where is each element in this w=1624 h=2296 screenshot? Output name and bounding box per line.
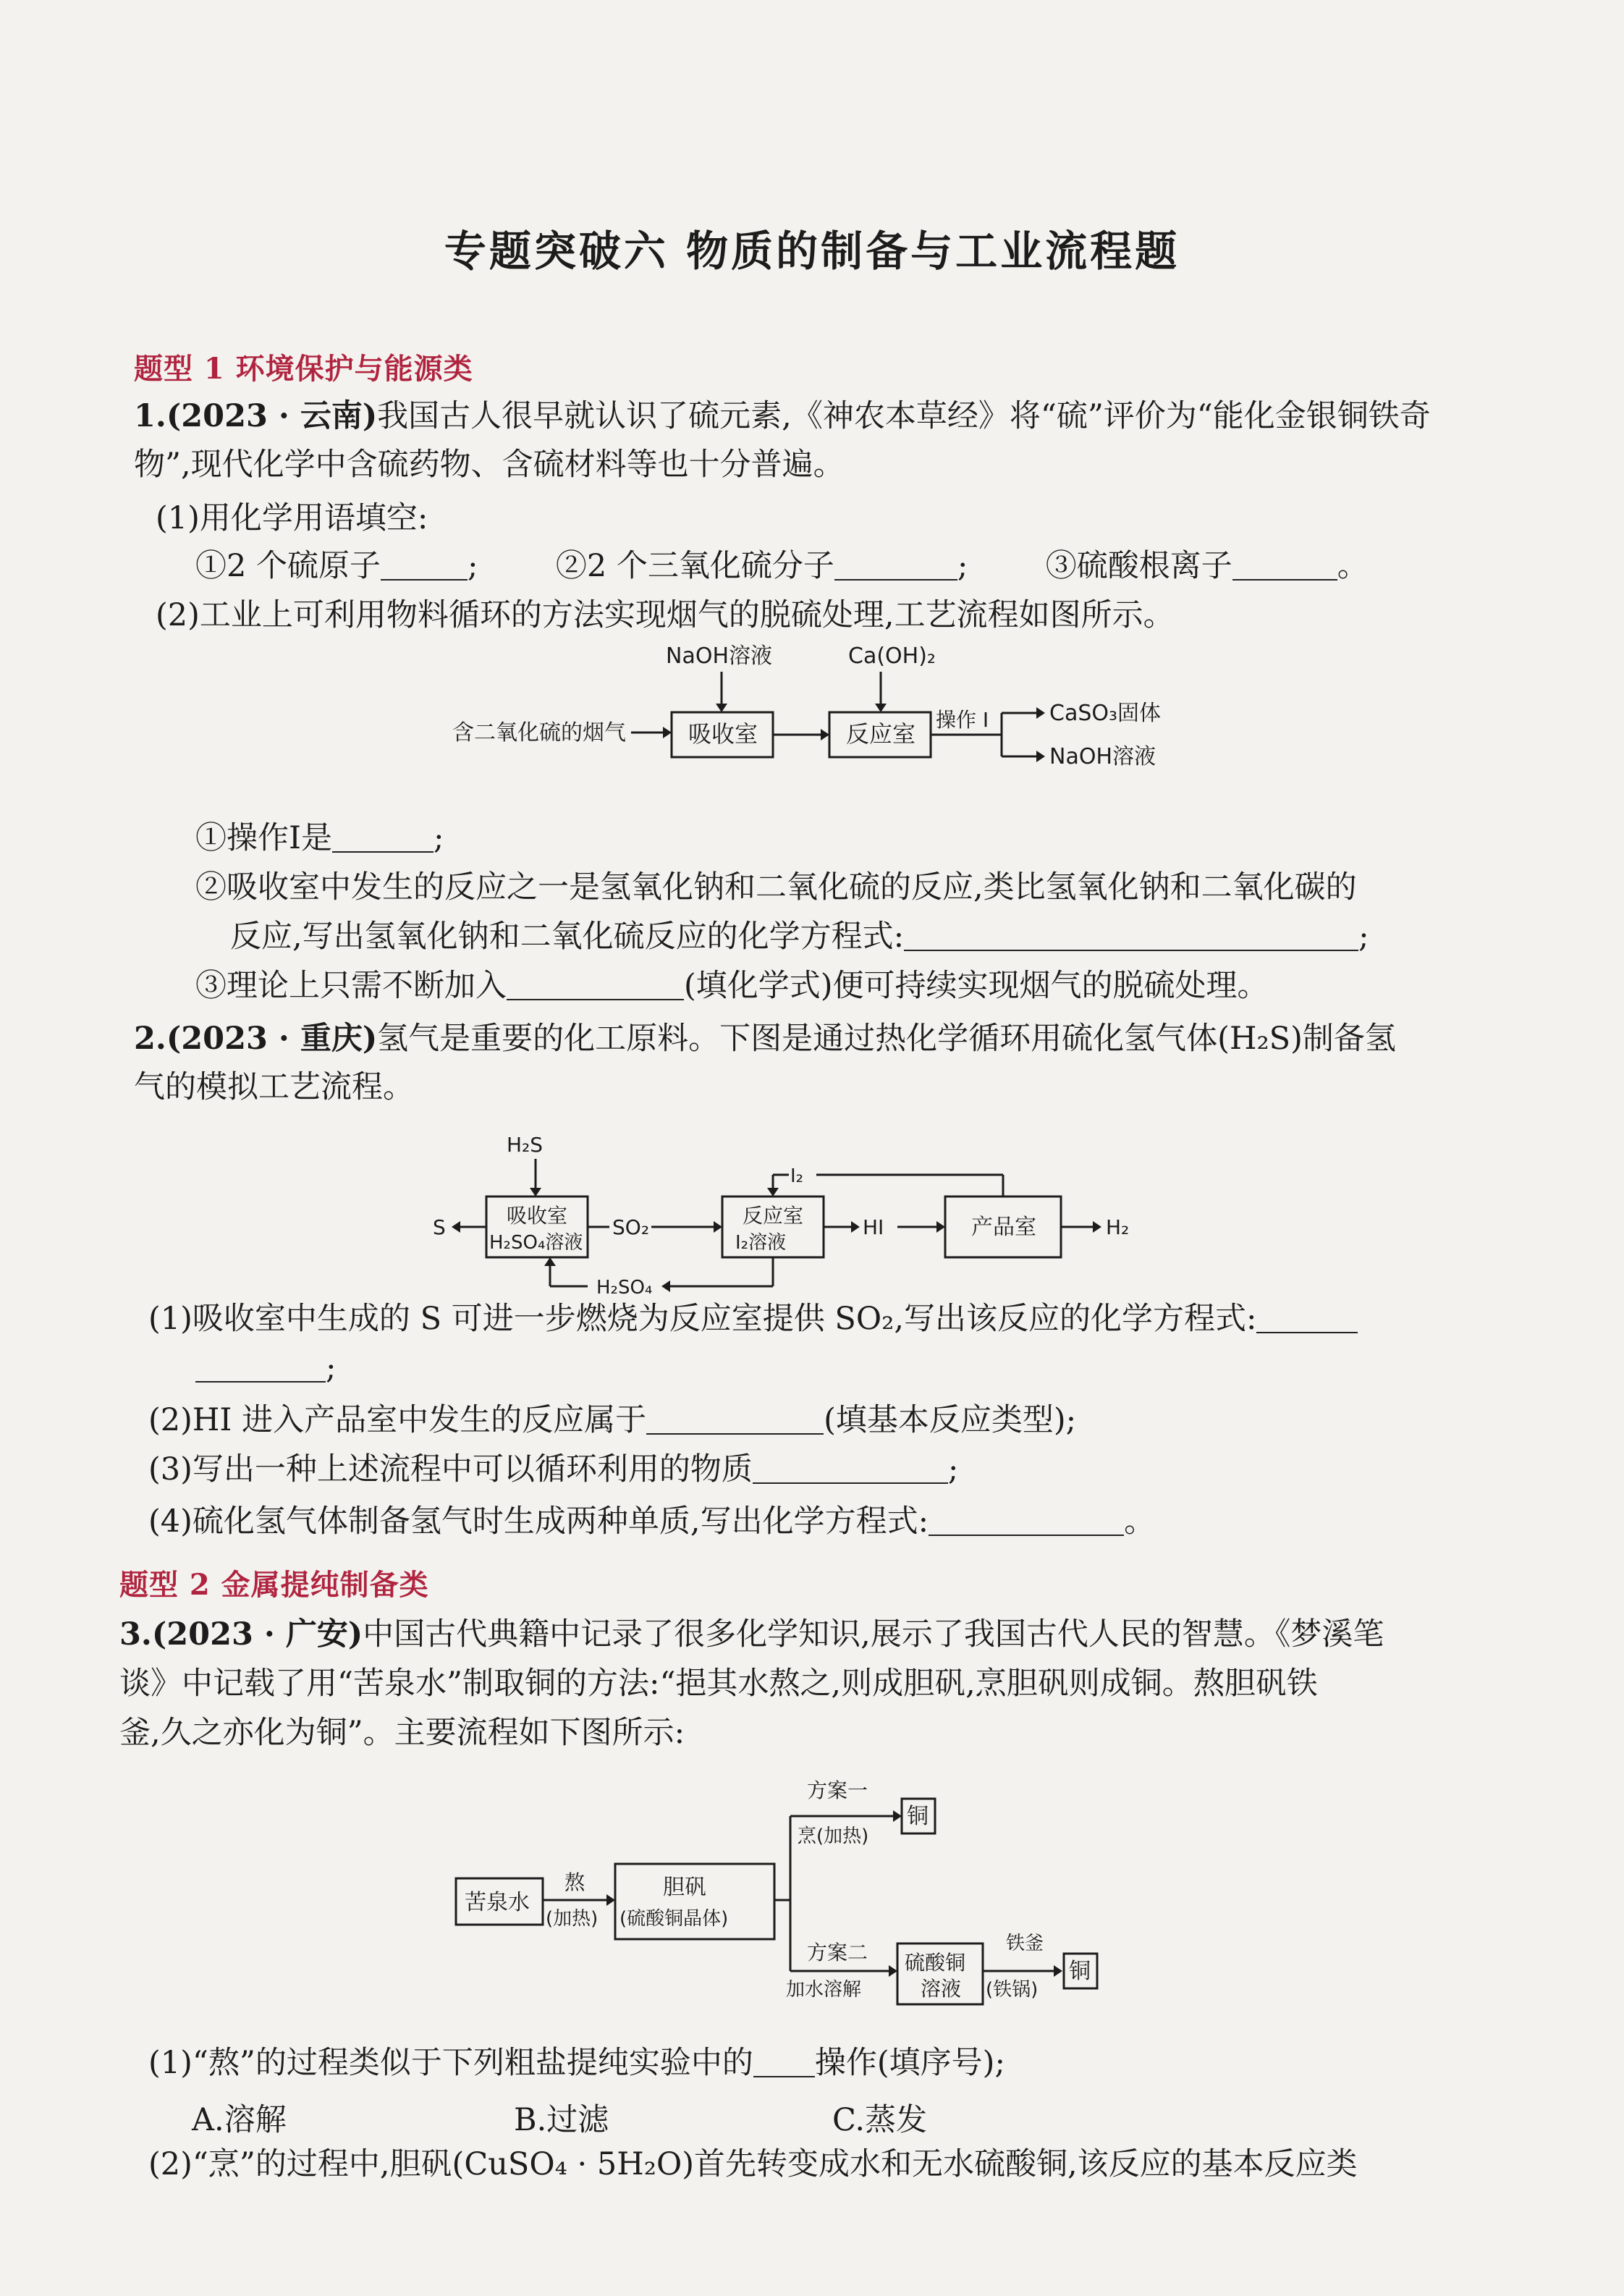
q1-line-1 xyxy=(134,394,1431,438)
d3-tf-label-1: 铁釜 xyxy=(1006,1933,1044,1954)
q3-line-3: 釜,久之亦化为铜”。主要流程如下图所示: xyxy=(119,1715,685,1751)
q1-s1-label: ①操作Ⅰ是 xyxy=(195,820,332,856)
q3-p1-blank[interactable] xyxy=(753,2044,815,2077)
page-title: 专题突破六 物质的制备与工业流程题 xyxy=(444,227,1180,276)
q2-p4b-label: 。 xyxy=(1124,1503,1156,1540)
q1-s2b-end: ; xyxy=(1358,919,1369,955)
q2-p1-end: ; xyxy=(326,1350,337,1386)
d2-arrowhead-h2 xyxy=(1093,1221,1101,1233)
d2-arrowhead-i2 xyxy=(767,1188,779,1196)
q1-p1c-blank[interactable] xyxy=(1232,547,1337,581)
q2-p2-blank[interactable] xyxy=(646,1401,824,1435)
q2-p1-cont xyxy=(195,1346,337,1390)
section-heading-2: 题型 2 金属提纯制备类 xyxy=(119,1568,429,1602)
d2-react-label-2: I₂溶液 xyxy=(735,1232,787,1254)
q1-s3 xyxy=(195,964,1269,1008)
q3-option-a[interactable]: A.溶解 xyxy=(192,2102,287,2138)
q3-p1a-label: (1)“熬”的过程类似于下列粗盐提纯实验中的 xyxy=(148,2045,753,2081)
d2-arrowhead-hi-b xyxy=(936,1221,945,1233)
q1-s1 xyxy=(195,816,444,860)
d2-arrowhead-hi-a xyxy=(851,1221,860,1233)
d3-cu2-label: 铜 xyxy=(1069,1959,1091,1984)
q1-s3a-label: ③理论上只需不断加入 xyxy=(195,968,507,1004)
q2-p2 xyxy=(148,1398,1076,1442)
q1-s1-end: ; xyxy=(434,820,444,856)
d1-naoh2-label: NaOH溶液 xyxy=(1049,744,1156,769)
q2-p4 xyxy=(148,1500,1155,1543)
q1-part1-blanks xyxy=(195,544,1369,588)
d1-op-label: 操作 I xyxy=(936,708,989,732)
q1-source: (2023 · 云南) xyxy=(166,398,378,434)
q1-part2: (2)工业上可利用物料循环的方法实现烟气的脱硫处理,工艺流程如图所示。 xyxy=(156,597,1175,633)
d1-arrowhead-naoh2 xyxy=(1036,751,1045,762)
q1-s2b xyxy=(230,915,1369,958)
d3-kqs-label: 苦泉水 xyxy=(465,1890,530,1915)
d2-i2-label: I₂ xyxy=(790,1165,804,1187)
d3-peng-label: 烹(加热) xyxy=(798,1826,869,1847)
q1-p1b-blank[interactable] xyxy=(834,547,957,581)
q1-p1c-label: ③硫酸根离子 xyxy=(1045,548,1232,584)
q2-p3b-label: ; xyxy=(947,1451,959,1487)
d3-arrowhead-plan2 xyxy=(889,1965,897,1977)
q1-s2b-blank[interactable] xyxy=(904,918,1358,951)
q1-sep-1: ; xyxy=(468,548,478,584)
q1-p1b-label: ②2 个三氧化硫分子 xyxy=(555,548,834,584)
q2-number: 2. xyxy=(134,1021,166,1057)
q2-line-1 xyxy=(134,1017,1396,1060)
d3-df-label-1: 胆矾 xyxy=(663,1875,706,1900)
q1-line-2: 物”,现代化学中含硫药物、含硫材料等也十分普遍。 xyxy=(134,447,845,483)
d1-arrowhead-caoh xyxy=(875,704,887,712)
q3-number: 3. xyxy=(119,1616,152,1653)
d2-arrowhead-s xyxy=(452,1221,460,1233)
d3-cs-label-2: 溶液 xyxy=(921,1977,962,2001)
d1-arrowhead-naoh xyxy=(716,704,727,712)
q1-number: 1. xyxy=(134,398,166,434)
d3-ao-label: 熬 xyxy=(564,1870,585,1894)
q2-text-1: 氢气是重要的化工原料。下图是通过热化学循环用硫化氢气体(H₂S)制备氢 xyxy=(377,1021,1396,1057)
q3-p2: (2)“烹”的过程中,胆矾(CuSO₄ · 5H₂O)首先转变成水和无水硫酸铜,该反应的基本反应类 xyxy=(148,2146,1358,2182)
q1-flow-diagram xyxy=(434,637,1245,789)
d3-plan1-label: 方案一 xyxy=(807,1778,868,1802)
q3-line-2: 谈》中记载了用“苦泉水”制取铜的方法:“挹其水熬之,则成胆矾,烹胆矾则成铜。熬胆矾铁 xyxy=(119,1666,1318,1702)
d2-absorb-label-1: 吸收室 xyxy=(507,1204,568,1228)
d1-gas-label: 含二氧化硫的烟气 xyxy=(452,720,626,746)
q2-p4-blank[interactable] xyxy=(929,1503,1124,1536)
d2-s-label: S xyxy=(433,1215,446,1239)
d1-arrowhead-gas xyxy=(663,727,672,738)
d1-naoh-label: NaOH溶液 xyxy=(666,643,772,669)
q3-line-1 xyxy=(119,1613,1384,1656)
q1-s2a: ②吸收室中发生的反应之一是氢氧化钠和二氧化硫的反应,类比氢氧化钠和二氧化碳的 xyxy=(195,869,1357,906)
q2-p1-blank-b[interactable] xyxy=(195,1349,326,1383)
q2-source: (2023 · 重庆) xyxy=(166,1021,378,1057)
d1-arrowhead-caso3 xyxy=(1036,707,1045,719)
d2-absorb-label-2: H₂SO₄溶液 xyxy=(489,1232,583,1254)
q1-sep-2: ; xyxy=(957,548,968,584)
q2-p3-blank[interactable] xyxy=(753,1451,948,1484)
d2-product-label: 产品室 xyxy=(971,1215,1036,1240)
q1-part1: (1)用化学用语填空: xyxy=(156,500,428,536)
q1-s3-blank[interactable] xyxy=(507,967,684,1000)
d2-arrowhead-h2so4-left xyxy=(661,1280,670,1292)
d2-arrowhead-h2s xyxy=(530,1188,541,1196)
q2-p1-label: (1)吸收室中生成的 S 可进一步燃烧为反应室提供 SO₂,写出该反应的化学方程式: xyxy=(148,1301,1257,1337)
d3-arrowhead-tf xyxy=(1054,1965,1062,1977)
d2-hi-label: HI xyxy=(863,1215,884,1239)
d3-arrowhead-plan1 xyxy=(893,1810,902,1822)
q3-flow-diagram xyxy=(449,1770,1143,2001)
q3-option-c[interactable]: C.蒸发 xyxy=(832,2102,928,2138)
q1-text-1: 我国古人很早就认识了硫元素,《神农本草经》将“硫”评价为“能化金银铜铁奇 xyxy=(377,398,1431,434)
d3-df-label-2: (硫酸铜晶体) xyxy=(619,1908,729,1930)
q1-p1a-blank[interactable] xyxy=(381,547,468,581)
q2-p4a-label: (4)硫化氢气体制备氢气时生成两种单质,写出化学方程式: xyxy=(148,1503,929,1540)
d3-tf-label-2: (铁锅) xyxy=(986,1979,1039,2001)
q1-s3b-label: (填化学式)便可持续实现烟气的脱硫处理。 xyxy=(684,968,1269,1004)
q3-p1 xyxy=(148,2041,1005,2085)
d2-h2-label: H₂ xyxy=(1106,1215,1130,1239)
q1-s1-blank[interactable] xyxy=(332,819,434,853)
q1-s2b-label: 反应,写出氢氧化钠和二氧化硫反应的化学方程式: xyxy=(230,919,905,955)
q1-p1a-label: ①2 个硫原子 xyxy=(195,548,381,584)
q2-line-2: 气的模拟工艺流程。 xyxy=(134,1069,414,1105)
d3-cs-label-1: 硫酸铜 xyxy=(905,1951,966,1975)
q2-p1 xyxy=(148,1297,1358,1341)
q3-source: (2023 · 广安) xyxy=(151,1616,363,1653)
q3-option-b[interactable]: B.过滤 xyxy=(514,2102,609,2138)
d2-h2s-label: H₂S xyxy=(507,1133,544,1157)
q2-p3a-label: (3)写出一种上述流程中可以循环利用的物质 xyxy=(148,1451,753,1487)
q2-p2b-label: (填基本反应类型); xyxy=(824,1402,1077,1438)
d2-so2-label: SO₂ xyxy=(612,1215,650,1239)
q2-p2a-label: (2)HI 进入产品室中发生的反应属于 xyxy=(148,1402,647,1438)
q1-end: 。 xyxy=(1337,548,1369,584)
d1-caoh-label: Ca(OH)₂ xyxy=(848,643,936,669)
d1-arrowhead-abs-react xyxy=(821,729,829,740)
d3-water-label: 加水溶解 xyxy=(786,1979,862,2001)
q3-text-1: 中国古代典籍中记录了很多化学知识,展示了我国古代人民的智慧。《梦溪笔 xyxy=(363,1616,1384,1653)
d3-arrowhead-ao xyxy=(606,1894,615,1906)
d2-arrowhead-h2so4-up xyxy=(544,1257,556,1266)
q2-p1-blank-a[interactable] xyxy=(1256,1300,1358,1333)
section-heading-1: 题型 1 环境保护与能源类 xyxy=(134,352,473,386)
q2-flow-diagram xyxy=(420,1126,1216,1307)
d1-react-label: 反应室 xyxy=(846,720,916,748)
d3-cu1-label: 铜 xyxy=(907,1804,929,1829)
d2-h2so4-label: H₂SO₄ xyxy=(596,1277,653,1299)
d1-caso3-label: CaSO₃固体 xyxy=(1049,701,1162,726)
d2-react-label-1: 反应室 xyxy=(743,1204,804,1228)
d2-arrowhead-so2 xyxy=(714,1221,722,1233)
d1-absorb-label: 吸收室 xyxy=(688,720,758,748)
d3-heat-label: (加热) xyxy=(546,1908,599,1930)
d3-plan2-label: 方案二 xyxy=(807,1941,868,1964)
q3-p1b-label: 操作(填序号); xyxy=(814,2045,1005,2081)
q2-p3 xyxy=(148,1448,958,1491)
